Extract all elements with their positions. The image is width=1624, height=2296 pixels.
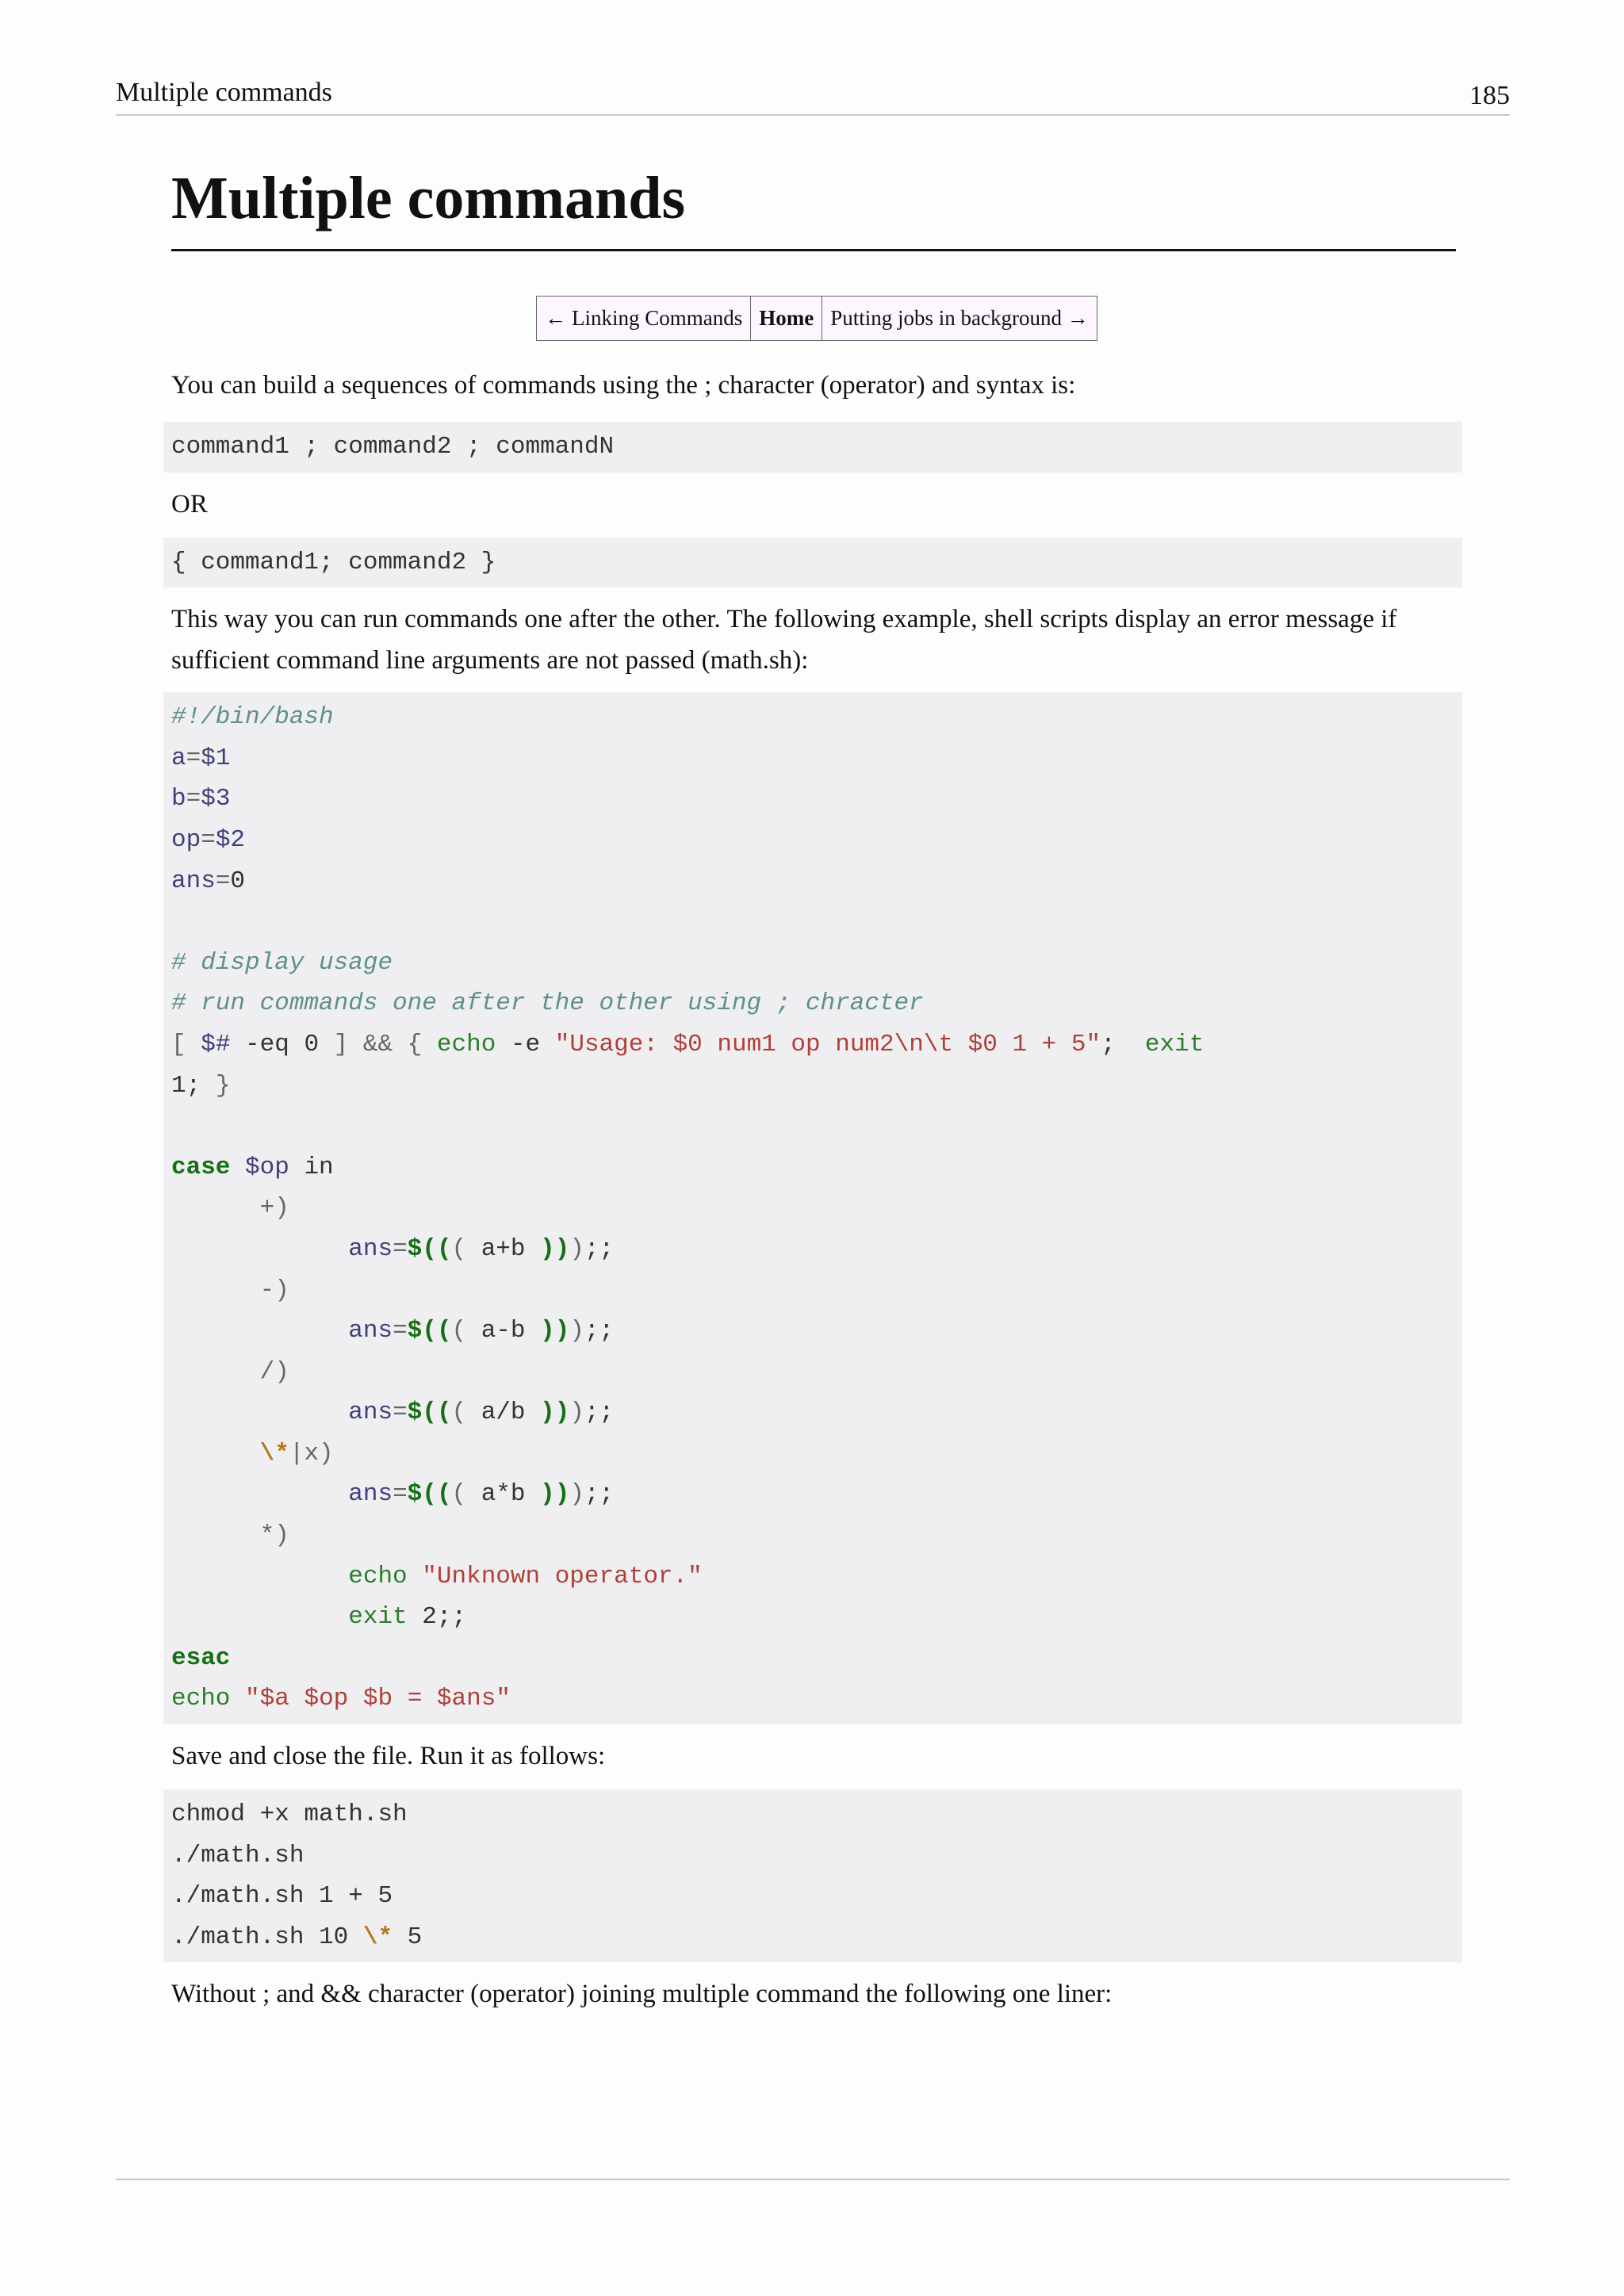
code-line bbox=[171, 901, 1454, 943]
code-token: )) bbox=[540, 1480, 570, 1509]
code-line bbox=[171, 1433, 1454, 1475]
code-token: ;; bbox=[584, 1480, 615, 1509]
code-token: \* bbox=[362, 1923, 393, 1951]
code-token: $0 bbox=[672, 1030, 703, 1058]
code-token: = bbox=[393, 1317, 408, 1345]
code-token: esac bbox=[171, 1644, 231, 1672]
code-token: a+b bbox=[481, 1234, 541, 1263]
code-line bbox=[171, 1474, 1454, 1515]
code-line bbox=[171, 1556, 1454, 1598]
code-token: ( bbox=[451, 1480, 481, 1509]
code-token bbox=[408, 1563, 423, 1590]
code-token: = bbox=[393, 1480, 408, 1509]
code-token: $# bbox=[201, 1030, 231, 1058]
code-token: )) bbox=[540, 1399, 570, 1427]
code-line bbox=[171, 1311, 1454, 1352]
code-token: ;; bbox=[584, 1317, 615, 1345]
code-token: [ bbox=[171, 1030, 201, 1058]
code-token: ) bbox=[569, 1480, 584, 1509]
code-token bbox=[171, 1399, 348, 1426]
code-token: $(( bbox=[407, 1317, 452, 1345]
code-token: $(( bbox=[407, 1234, 452, 1263]
code-line bbox=[171, 1066, 1454, 1107]
code-token: )) bbox=[540, 1317, 570, 1345]
code-token: ;; bbox=[584, 1399, 615, 1427]
code-token bbox=[171, 1563, 348, 1590]
code-token: = bbox=[186, 785, 201, 813]
code-line bbox=[171, 1515, 1454, 1556]
code-line bbox=[171, 1794, 1454, 1835]
code-token: $0 bbox=[967, 1030, 998, 1058]
code-token: "Unknown operator." bbox=[422, 1562, 703, 1590]
intro-paragraph: You can build a sequences of commands using the ; character (operator) and syntax is: bbox=[171, 371, 1076, 400]
code-token: = bbox=[393, 1234, 408, 1263]
code-token: +) bbox=[171, 1194, 289, 1223]
code-line bbox=[171, 1392, 1454, 1433]
code-line bbox=[171, 779, 1454, 820]
code-line bbox=[171, 820, 1454, 861]
code-token: ) bbox=[569, 1317, 584, 1345]
code-token: ( bbox=[451, 1399, 481, 1427]
code-token bbox=[348, 1685, 363, 1712]
code-token: 1; bbox=[171, 1071, 216, 1100]
code-line bbox=[171, 1876, 1454, 1917]
code-token: 5 bbox=[393, 1923, 423, 1951]
code-token: 1 + 5" bbox=[997, 1030, 1101, 1058]
code-line bbox=[171, 1638, 1454, 1679]
code-token: ./math.sh bbox=[171, 1841, 304, 1869]
code-token: $3 bbox=[201, 785, 231, 813]
code-token: ans bbox=[348, 1317, 393, 1345]
code-token: \* bbox=[259, 1439, 289, 1468]
code-line bbox=[171, 943, 1454, 984]
code-token: = bbox=[215, 867, 231, 895]
code-token: } bbox=[215, 1071, 231, 1100]
code-token: #!/bin/bash bbox=[171, 703, 334, 732]
code-line bbox=[171, 738, 1454, 779]
code-line bbox=[171, 1835, 1454, 1877]
code-token: 2;; bbox=[407, 1603, 467, 1632]
code-block-math-script bbox=[163, 692, 1462, 1724]
code-token: # display usage bbox=[171, 948, 393, 977]
code-token: b bbox=[171, 785, 186, 813]
code-token bbox=[171, 1603, 348, 1631]
code-token: echo bbox=[171, 1685, 231, 1713]
code-token: /) bbox=[171, 1357, 289, 1386]
code-token: $(( bbox=[407, 1480, 452, 1509]
code-token: $op bbox=[245, 1153, 289, 1181]
code-token: $1 bbox=[201, 744, 231, 772]
code-token: op bbox=[171, 825, 201, 854]
code-token: -) bbox=[171, 1276, 289, 1304]
code-line bbox=[171, 1106, 1454, 1147]
code-token: echo bbox=[436, 1030, 496, 1058]
code-token: )) bbox=[540, 1234, 570, 1263]
code-token: -e bbox=[496, 1030, 555, 1058]
code-token: ) bbox=[569, 1234, 584, 1263]
code-line bbox=[171, 861, 1454, 902]
code-token bbox=[230, 1685, 245, 1712]
code-token: ] && { bbox=[333, 1030, 437, 1058]
code-block-sequence: command1 ; command2 ; commandN bbox=[163, 422, 1462, 473]
code-line bbox=[171, 983, 1454, 1024]
code-line bbox=[171, 1147, 1454, 1188]
code-token: $ans bbox=[436, 1685, 496, 1713]
code-token: # run commands one after the other using ; chracter bbox=[171, 989, 924, 1018]
code-token: ) bbox=[569, 1399, 584, 1427]
code-block-grouping: { command1; command2 } bbox=[163, 538, 1462, 588]
code-token: ( bbox=[451, 1317, 481, 1345]
code-token: 0 bbox=[230, 867, 246, 895]
example-paragraph: This way you can run commands one after the other. The following example, shell scripts display an error message if sufficient command line arguments are not passed (math.sh): bbox=[171, 605, 1397, 675]
code-token: ./math.sh 10 bbox=[171, 1923, 363, 1951]
code-token: -eq 0 bbox=[230, 1030, 334, 1058]
code-token: in bbox=[289, 1153, 334, 1181]
article-content bbox=[171, 155, 1462, 2015]
code-token bbox=[171, 1480, 348, 1508]
code-line bbox=[171, 1270, 1454, 1311]
page-title: Multiple commands bbox=[171, 155, 1456, 251]
code-token: ; bbox=[1101, 1030, 1145, 1058]
code-block-run-commands bbox=[163, 1789, 1462, 1962]
code-token: *) bbox=[171, 1521, 289, 1550]
code-line bbox=[171, 1024, 1454, 1066]
code-line bbox=[171, 1229, 1454, 1270]
code-token: exit bbox=[348, 1603, 408, 1632]
code-token: ans bbox=[348, 1480, 393, 1509]
code-token: = bbox=[186, 744, 201, 772]
code-line bbox=[171, 1678, 1454, 1720]
code-token: a/b bbox=[481, 1399, 541, 1427]
code-token: $b bbox=[362, 1685, 393, 1713]
code-token: = bbox=[393, 1399, 408, 1427]
code-line bbox=[171, 1917, 1454, 1958]
navigation-box bbox=[536, 296, 1097, 341]
code-token: = bbox=[201, 825, 216, 854]
page-number: 185 bbox=[1469, 81, 1510, 110]
code-token bbox=[289, 1685, 304, 1712]
code-token: ./math.sh 1 + 5 bbox=[171, 1882, 393, 1911]
code-token bbox=[171, 1440, 260, 1468]
nav-next-link[interactable]: Putting jobs in background → bbox=[822, 297, 1097, 341]
code-line bbox=[171, 1597, 1454, 1638]
code-token: a-b bbox=[481, 1317, 541, 1345]
code-token: ans bbox=[348, 1234, 393, 1263]
code-token: a bbox=[171, 744, 186, 772]
running-header-title: Multiple commands bbox=[116, 78, 332, 107]
code-token bbox=[230, 1154, 245, 1181]
code-line bbox=[171, 1352, 1454, 1393]
code-token: case bbox=[171, 1153, 231, 1181]
code-token: ( bbox=[451, 1234, 481, 1263]
code-token: " bbox=[496, 1685, 511, 1713]
footer-rule bbox=[116, 2179, 1510, 2180]
code-token: $2 bbox=[215, 825, 246, 854]
code-token: = bbox=[393, 1685, 437, 1713]
save-paragraph: Save and close the file. Run it as follows: bbox=[171, 1742, 606, 1771]
code-line bbox=[171, 697, 1454, 738]
code-token: chmod +x math.sh bbox=[171, 1800, 408, 1829]
code-line bbox=[171, 1188, 1454, 1229]
code-token: $(( bbox=[407, 1399, 452, 1427]
code-token: a*b bbox=[481, 1480, 541, 1509]
code-token: $a bbox=[259, 1685, 289, 1713]
running-header bbox=[116, 78, 1510, 116]
code-token: ;; bbox=[584, 1234, 615, 1263]
code-token: $op bbox=[304, 1685, 349, 1713]
one-liner-paragraph: Without ; and && character (operator) joining multiple command the following one liner: bbox=[171, 1980, 1113, 2009]
code-token bbox=[171, 1235, 348, 1263]
code-token: ans bbox=[348, 1399, 393, 1427]
or-paragraph: OR bbox=[171, 489, 208, 519]
code-token: exit bbox=[1144, 1030, 1205, 1058]
nav-prev-link[interactable]: ← Linking Commands bbox=[537, 297, 751, 341]
code-token bbox=[171, 1317, 348, 1345]
nav-home-link[interactable]: Home bbox=[751, 297, 822, 341]
code-token: " bbox=[245, 1685, 260, 1713]
code-token: echo bbox=[348, 1562, 408, 1590]
code-token: ans bbox=[171, 867, 216, 895]
code-token: |x) bbox=[289, 1439, 334, 1468]
code-token: "Usage: bbox=[554, 1030, 673, 1058]
code-token: num1 op num2\n\t bbox=[702, 1030, 968, 1058]
